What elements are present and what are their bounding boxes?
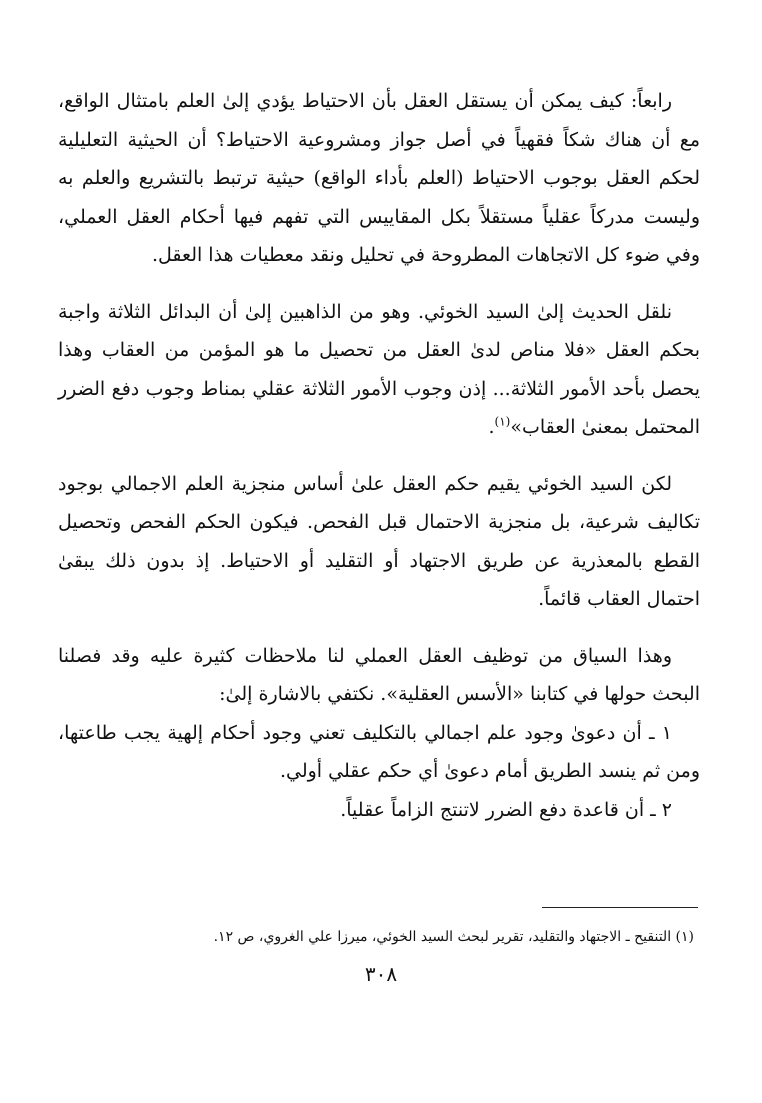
footnote-reference: (١) <box>494 414 511 429</box>
footnote-divider <box>542 907 698 908</box>
list-item: ١ ـ أن دعوىٰ وجود علم اجمالي بالتكليف تعني وجود أحكام إلهية يجب طاعتها، ومن ثم ينسد الطريق أمام دعوىٰ أي حكم عقلي أولي. <box>58 721 700 782</box>
paragraph-3: لكن السيد الخوئي يقيم حكم العقل علىٰ أساس منجزية العلم الاجمالي بوجود تكاليف شرعية، بل منجزية الاحتمال قبل الفحص. فيكون الحكم الفحص وتحصيل القطع بالمعذرية عن طريق الاجتهاد أو التقليد أو الاحتياط. إذ بدون ذلك يبقىٰ احتمال العقاب قائماً. <box>58 472 700 610</box>
paragraph-1: رابعاً: كيف يمكن أن يستقل العقل بأن الاحتياط يؤدي إلىٰ العلم بامتثال الواقع، مع أن هناك شكاً فقهياً في أصل جواز ومشروعية الاحتياط؟ أن الحيثية التعليلية لحكم العقل بوجوب الاحتياط (العلم بأداء الواقع) حيثية ترتبط بالتشريع والعلم به وليست مدركاً عقلياً مستقلاً بكل المقاييس التي تفهم فيها أحكام العقل العملي، وفي ضوء كل الاتجاهات المطروحة في تحليل ونقد معطيات هذا العقل. <box>58 90 700 266</box>
paragraph-2 <box>58 293 700 447</box>
paragraph-2-end: . <box>488 416 495 438</box>
page-number: ٣٠٨ <box>364 962 398 986</box>
footnote: (١) التنقيح ـ الاجتهاد والتقليد، تقرير لبحث السيد الخوئي، ميرزا علي الغروي، ص ١٢. <box>213 929 694 945</box>
list-item: ٢ ـ أن قاعدة دفع الضرر لاتنتج الزاماً عقلياً. <box>340 798 672 821</box>
numbered-list <box>58 714 700 830</box>
paragraph-4: وهذا السياق من توظيف العقل العملي لنا ملاحظات كثيرة عليه وقد فصلنا البحث حولها في كتابنا «الأسس العقلية». نكتفي بالاشارة إلىٰ: <box>58 644 700 705</box>
main-text <box>58 82 700 829</box>
paragraph-2-text: نلقل الحديث إلىٰ السيد الخوئي. وهو من الذاهبين إلىٰ أن البدائل الثلاثة واجبة بحكم العقل «فلا مناص لدىٰ العقل من تحصيل ما هو المؤمن من العقاب وهذا يحصل بأحد الأمور الثلاثة... إذن وجوب الأمور الثلاثة عقلي بمناط وجوب دفع الضرر المحتمل بمعنىٰ العقاب» <box>58 300 700 438</box>
